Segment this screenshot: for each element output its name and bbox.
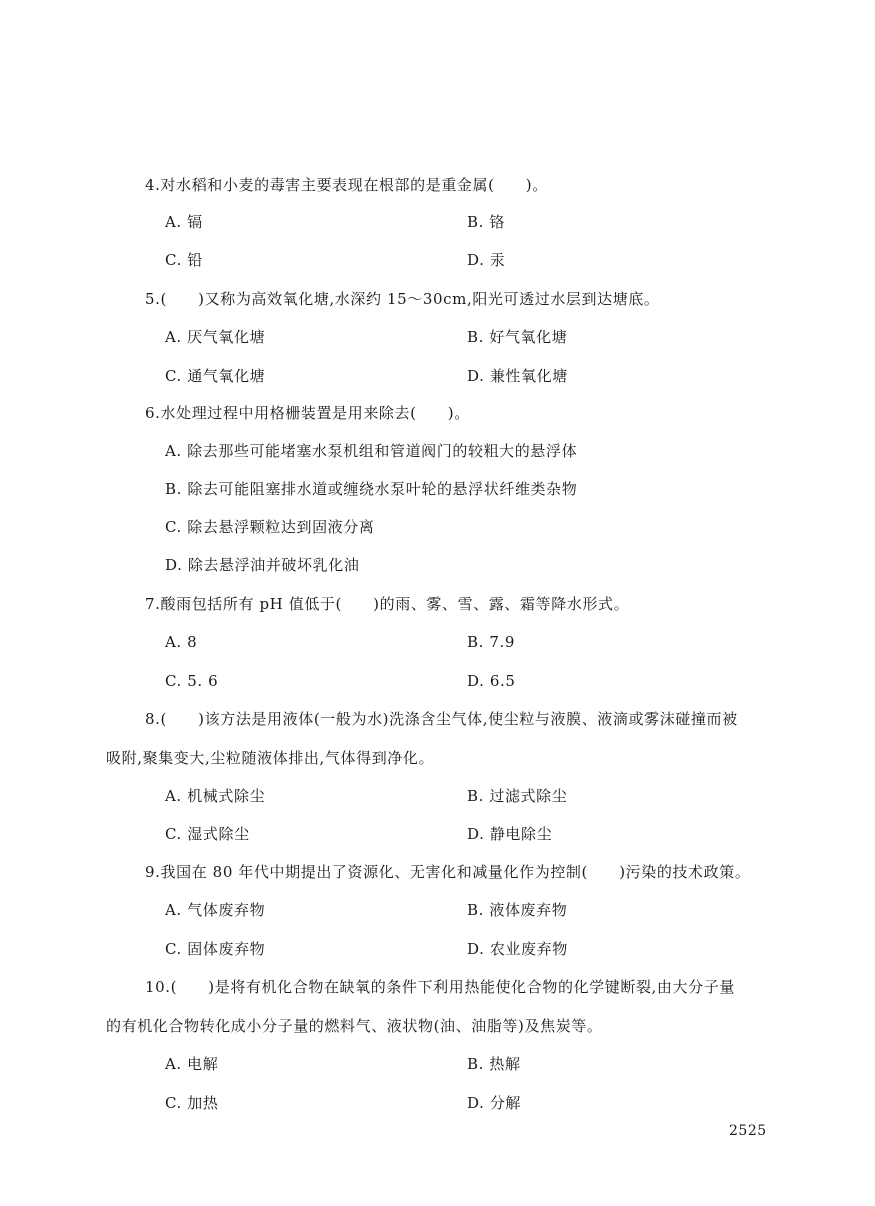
question-8-option-b: B. 过滤式除尘 <box>467 787 568 805</box>
question-5-option-b: B. 好气氧化塘 <box>467 328 568 346</box>
question-5-option-a: A. 厌气氧化塘 <box>165 328 266 346</box>
question-4-option-b: B. 铬 <box>467 213 505 231</box>
question-8-stem: 8.( )该方法是用液体(一般为水)洗涤含尘气体,使尘粒与液膜、液滴或雾沫碰撞而被 <box>145 710 738 728</box>
question-10-stem: 10.( )是将有机化合物在缺氧的条件下利用热能使化合物的化学键断裂,由大分子量 <box>145 978 735 996</box>
question-4-option-a: A. 镉 <box>165 213 203 231</box>
question-10-option-a: A. 电解 <box>165 1055 219 1073</box>
question-8-option-a: A. 机械式除尘 <box>165 787 266 805</box>
question-7-stem: 7.酸雨包括所有 pH 值低于( )的雨、雾、雪、露、霜等降水形式。 <box>145 595 630 613</box>
question-9-option-a: A. 气体废弃物 <box>165 901 266 919</box>
question-10-option-c: C. 加热 <box>165 1094 219 1112</box>
question-4-stem: 4.对水稻和小麦的毒害主要表现在根部的是重金属( )。 <box>145 176 548 194</box>
question-6-stem: 6.水处理过程中用格栅装置是用来除去( )。 <box>145 404 470 422</box>
question-8-option-c: C. 湿式除尘 <box>165 825 250 843</box>
question-7-option-d: D. 6.5 <box>467 672 516 690</box>
question-5-option-c: C. 通气氧化塘 <box>165 367 266 385</box>
question-6-option-c: C. 除去悬浮颗粒达到固液分离 <box>165 518 375 536</box>
question-8-stem-continued: 吸附,聚集变大,尘粒随液体排出,气体得到净化。 <box>106 749 435 767</box>
question-6-option-a: A. 除去那些可能堵塞水泵机组和管道阀门的较粗大的悬浮体 <box>165 442 578 460</box>
question-4-option-d: D. 汞 <box>467 251 506 269</box>
question-9-option-d: D. 农业废弃物 <box>467 940 568 958</box>
question-7-option-a: A. 8 <box>165 633 198 651</box>
question-5-stem: 5.( )又称为高效氧化塘,水深约 15～30cm,阳光可透过水层到达塘底。 <box>145 290 660 308</box>
question-10-option-b: B. 热解 <box>467 1055 521 1073</box>
question-6-option-d: D. 除去悬浮油并破坏乳化油 <box>165 556 360 574</box>
question-7-option-c: C. 5. 6 <box>165 672 219 690</box>
page-number: 2525 <box>729 1123 767 1139</box>
question-8-option-d: D. 静电除尘 <box>467 825 553 843</box>
question-7-option-b: B. 7.9 <box>467 633 516 651</box>
question-9-stem: 9.我国在 80 年代中期提出了资源化、无害化和减量化作为控制( )污染的技术政策。 <box>145 863 751 881</box>
question-9-option-b: B. 液体废弃物 <box>467 901 568 919</box>
question-10-stem-continued: 的有机化合物转化成小分子量的燃料气、液状物(油、油脂等)及焦炭等。 <box>106 1017 603 1035</box>
question-4-option-c: C. 铅 <box>165 251 203 269</box>
question-10-option-d: D. 分解 <box>467 1094 522 1112</box>
question-5-option-d: D. 兼性氧化塘 <box>467 367 568 385</box>
question-9-option-c: C. 固体废弃物 <box>165 940 266 958</box>
question-6-option-b: B. 除去可能阻塞排水道或缠绕水泵叶轮的悬浮状纤维类杂物 <box>165 480 578 498</box>
